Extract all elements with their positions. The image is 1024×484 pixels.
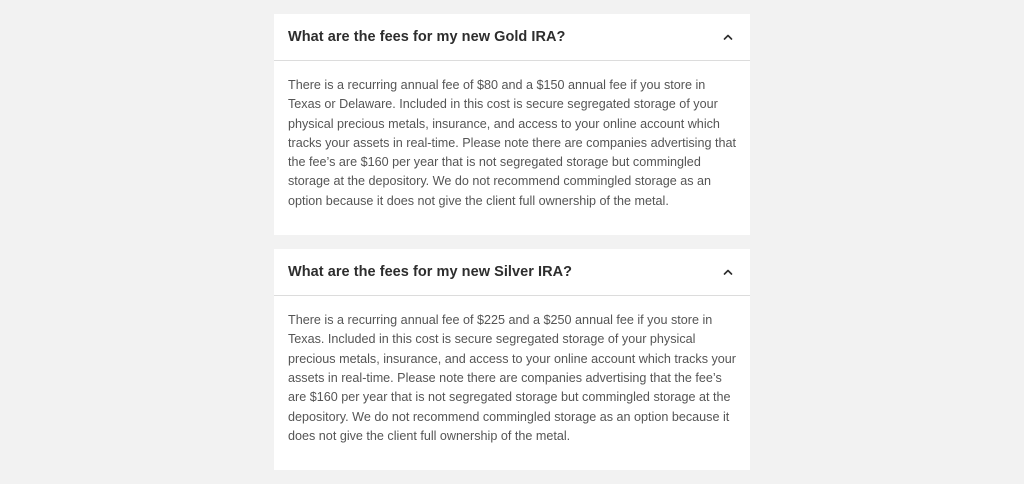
faq-item-gold-ira xyxy=(274,14,750,235)
faq-question: What are the fees for my new Silver IRA? xyxy=(288,264,573,281)
faq-answer-panel xyxy=(274,296,750,470)
chevron-up-icon[interactable] xyxy=(722,31,734,43)
faq-toggle-silver-ira[interactable] xyxy=(274,249,750,296)
faq-question: What are the fees for my new Gold IRA? xyxy=(288,29,566,45)
faq-answer: There is a recurring annual fee of $80 and a $150 annual fee if you store in Texas or Delaware. Included in this cost is secure segregated storage of your physical precious metals, insurance, and access to your online account which tracks your assets in real-time. Please note there are companies advertising that the fee’s are $160 per year that is not segregated storage but commingled storage at the depository. We do not recommend commingled storage as an option because it does not give the client full ownership of the metal. xyxy=(288,78,736,208)
faq-toggle-gold-ira[interactable] xyxy=(274,14,750,61)
faq-answer-panel xyxy=(274,61,750,235)
chevron-up-icon[interactable] xyxy=(722,266,734,278)
faq-item-silver-ira xyxy=(274,249,750,470)
faq-answer: There is a recurring annual fee of $225 and a $250 annual fee if you store in Texas. Included in this cost is secure segregated storage of your physical precious metals, insurance, and access to your online account which tracks your assets in real-time. Please note there are companies advertising that the fee’s are $160 per year that is not segregated storage but commingled storage at the depository. We do not recommend commingled storage as an option because it does not give the client full ownership of the metal. xyxy=(288,313,737,443)
faq-list xyxy=(274,14,750,484)
